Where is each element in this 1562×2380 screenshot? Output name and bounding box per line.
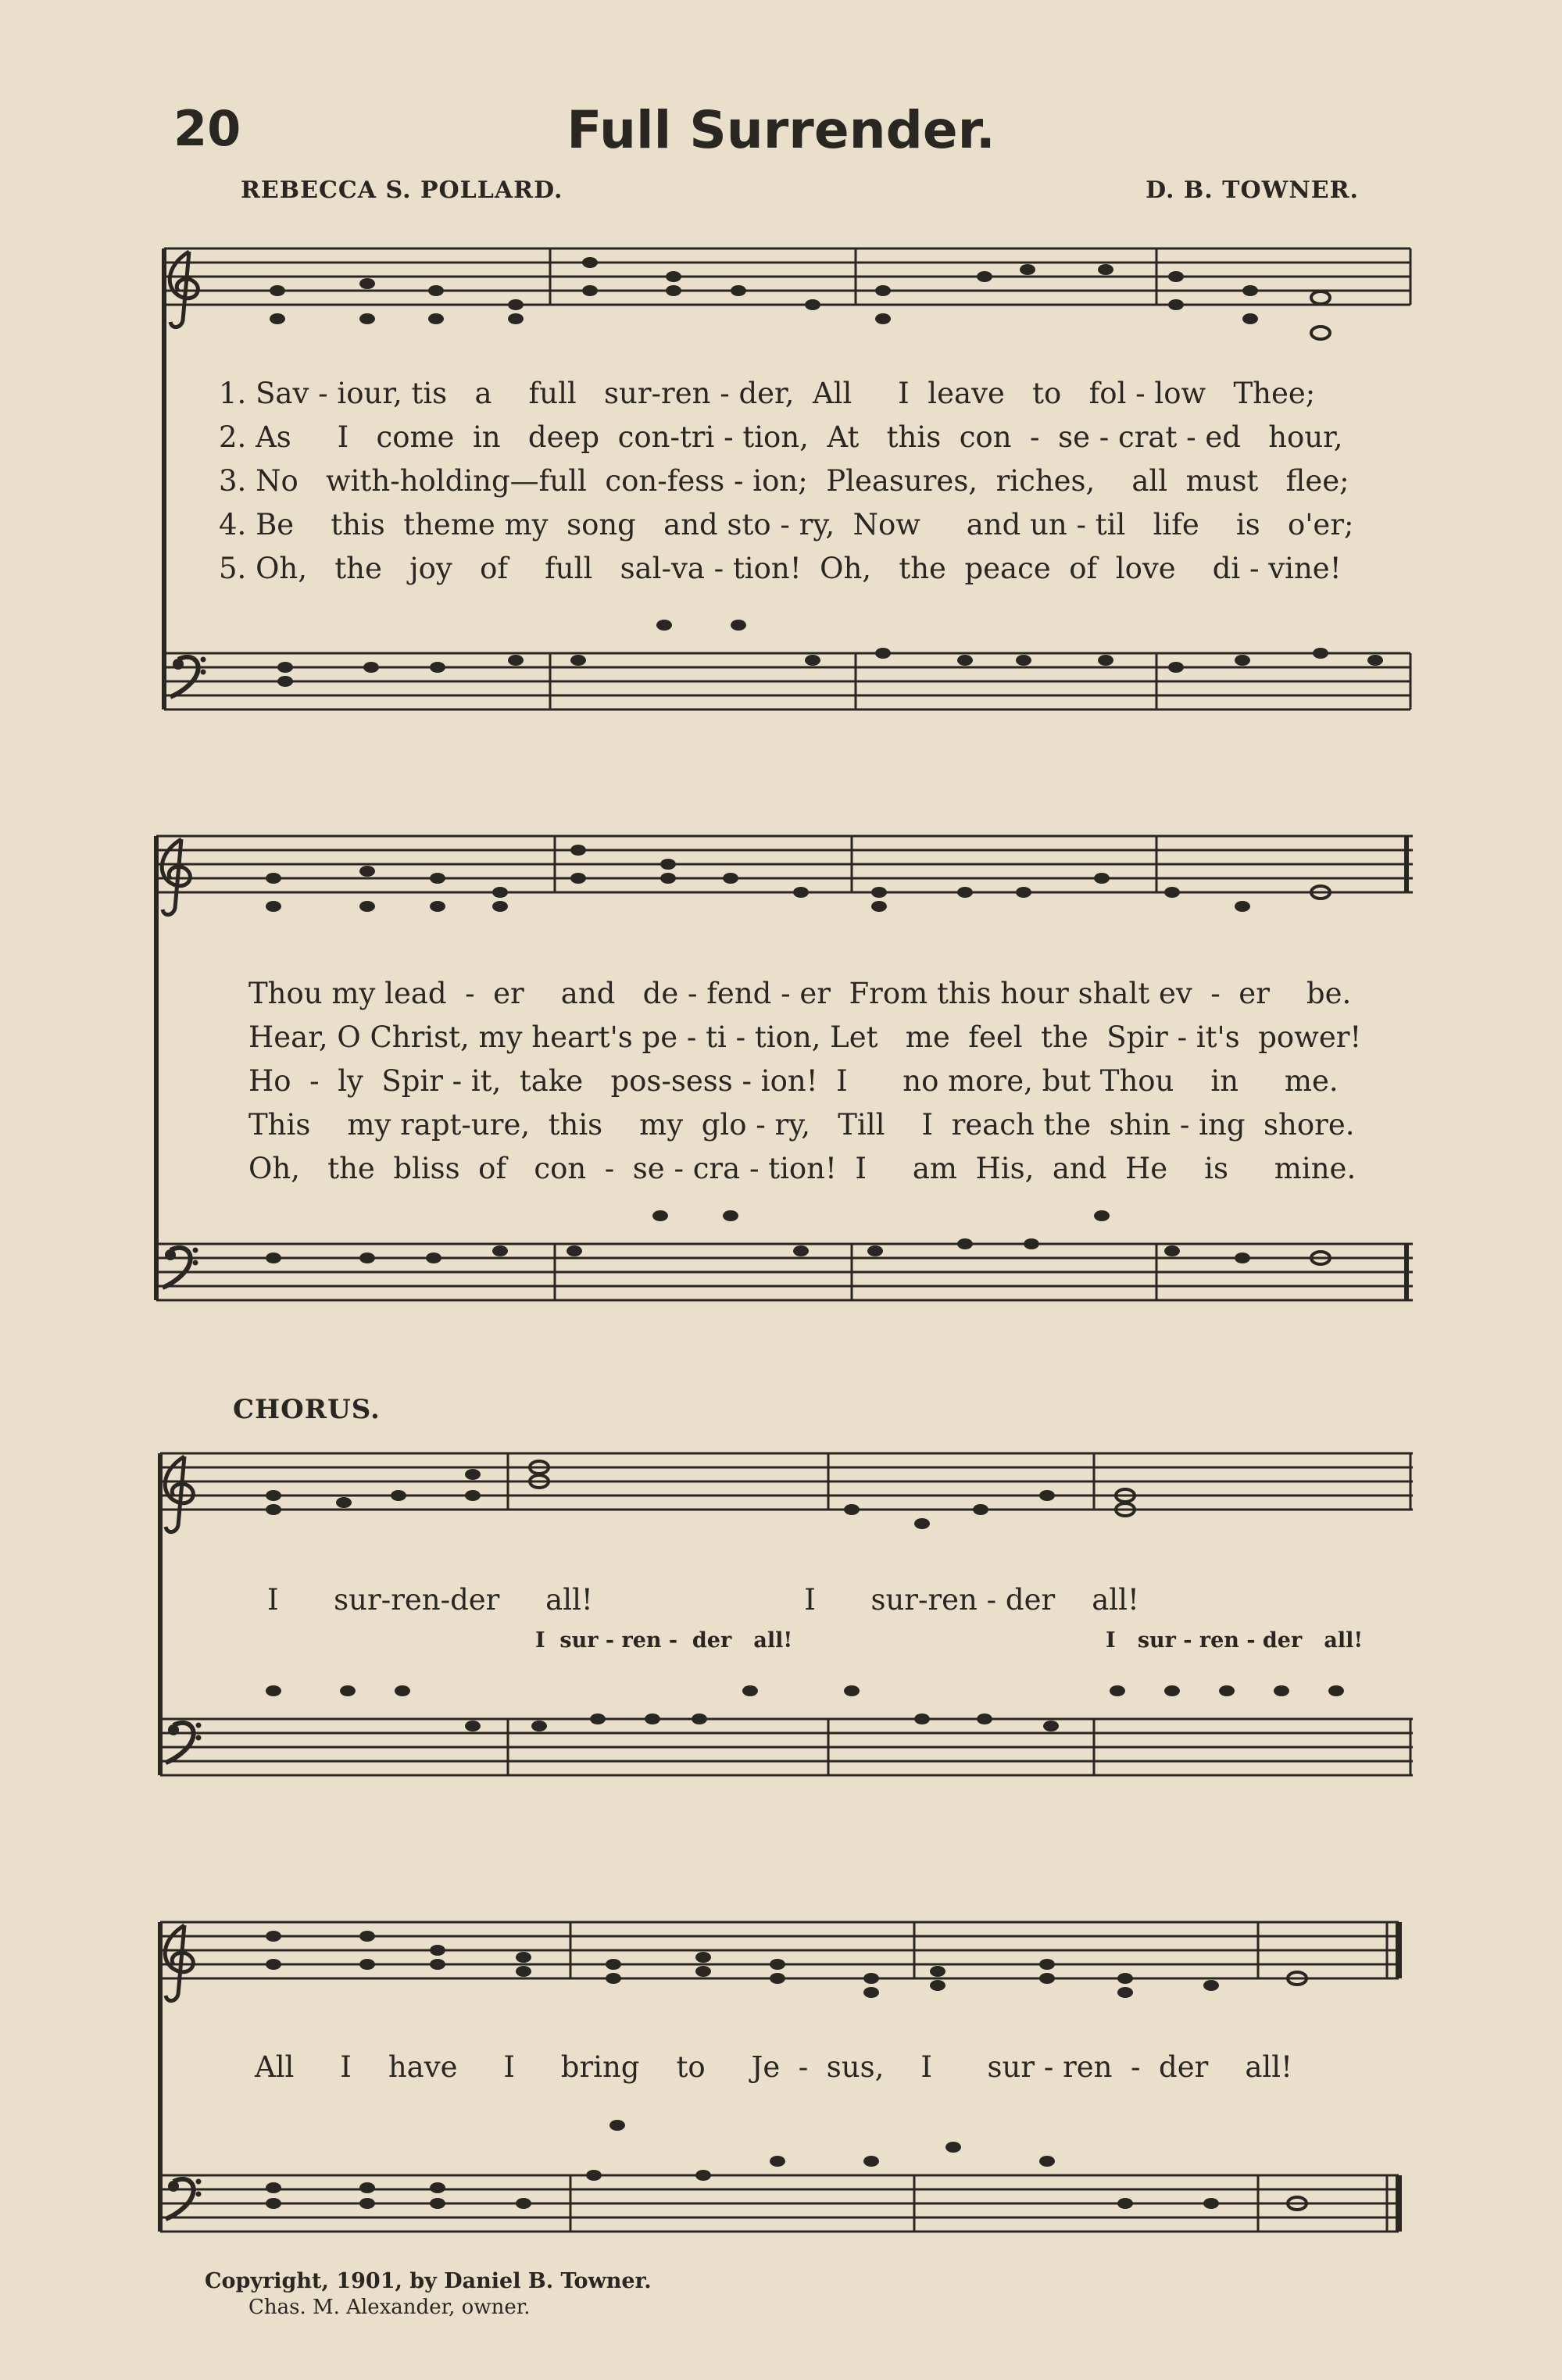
lyric-line: Hear, O Christ, my heart's pe - ti - tion, Let me feel the Spir - it's power! — [248, 1020, 1362, 1054]
chorus-echo: I sur - ren - der all! — [1106, 1628, 1364, 1653]
lyric-line: Oh, the bliss of con - se - cra - tion! I am His, and He is mine. — [248, 1152, 1356, 1185]
chorus-label: CHORUS. — [233, 1394, 381, 1425]
notes-system-2 — [266, 845, 1330, 1264]
bass-clef-icon — [163, 1248, 198, 1288]
author-credit: REBECCA S. POLLARD. — [241, 177, 563, 204]
chorus-lyric-line: I sur-ren-der all! I sur-ren - der all! — [267, 1583, 1139, 1617]
lyric-line: This my rapt-ure, this my glo - ry, Till I reach the shin - ing shore. — [248, 1108, 1355, 1142]
lyric-line: 1. Sav - iour, tis a full sur-ren - der, All I leave to fol - low Thee; — [219, 377, 1316, 410]
treble-staff — [164, 248, 1410, 305]
chorus-lyric-line: All I have I bring to Je - sus, I sur - ren - der all! — [255, 2050, 1292, 2084]
lyric-line: 4. Be this theme my song and sto - ry, Now and un - til life is o'er; — [219, 508, 1354, 541]
bass-staff — [164, 653, 1410, 709]
chorus-echo: I sur - ren - der all! — [535, 1628, 793, 1653]
lyric-line: 5. Oh, the joy of full sal-va - tion! Oh, the peace of love di - vine! — [219, 552, 1342, 585]
bass-clef-icon — [170, 657, 206, 698]
copyright-notice: Copyright, 1901, by Daniel B. Towner. — [205, 2269, 652, 2293]
lyric-line: 3. No with-holding—full con-fess - ion; Pleasures, riches, all must flee; — [219, 464, 1349, 498]
bass-clef-icon — [166, 1723, 202, 1764]
bass-clef-icon — [166, 2179, 202, 2220]
lyric-line: Ho - ly Spir - it, take pos-sess - ion! I no more, but Thou in me. — [248, 1064, 1339, 1098]
hymn-title: Full Surrender. — [567, 100, 995, 160]
lyric-line: 2. As I come in deep con-tri - tion, At this con - se - crat - ed hour, — [219, 420, 1343, 454]
copyright-owner: Chas. M. Alexander, owner. — [248, 2296, 531, 2319]
page-number: 20 — [173, 100, 241, 157]
lyric-line: Thou my lead - er and de - fend - er From this hour shalt ev - er be. — [248, 977, 1352, 1010]
composer-credit: D. B. TOWNER. — [1146, 177, 1359, 204]
